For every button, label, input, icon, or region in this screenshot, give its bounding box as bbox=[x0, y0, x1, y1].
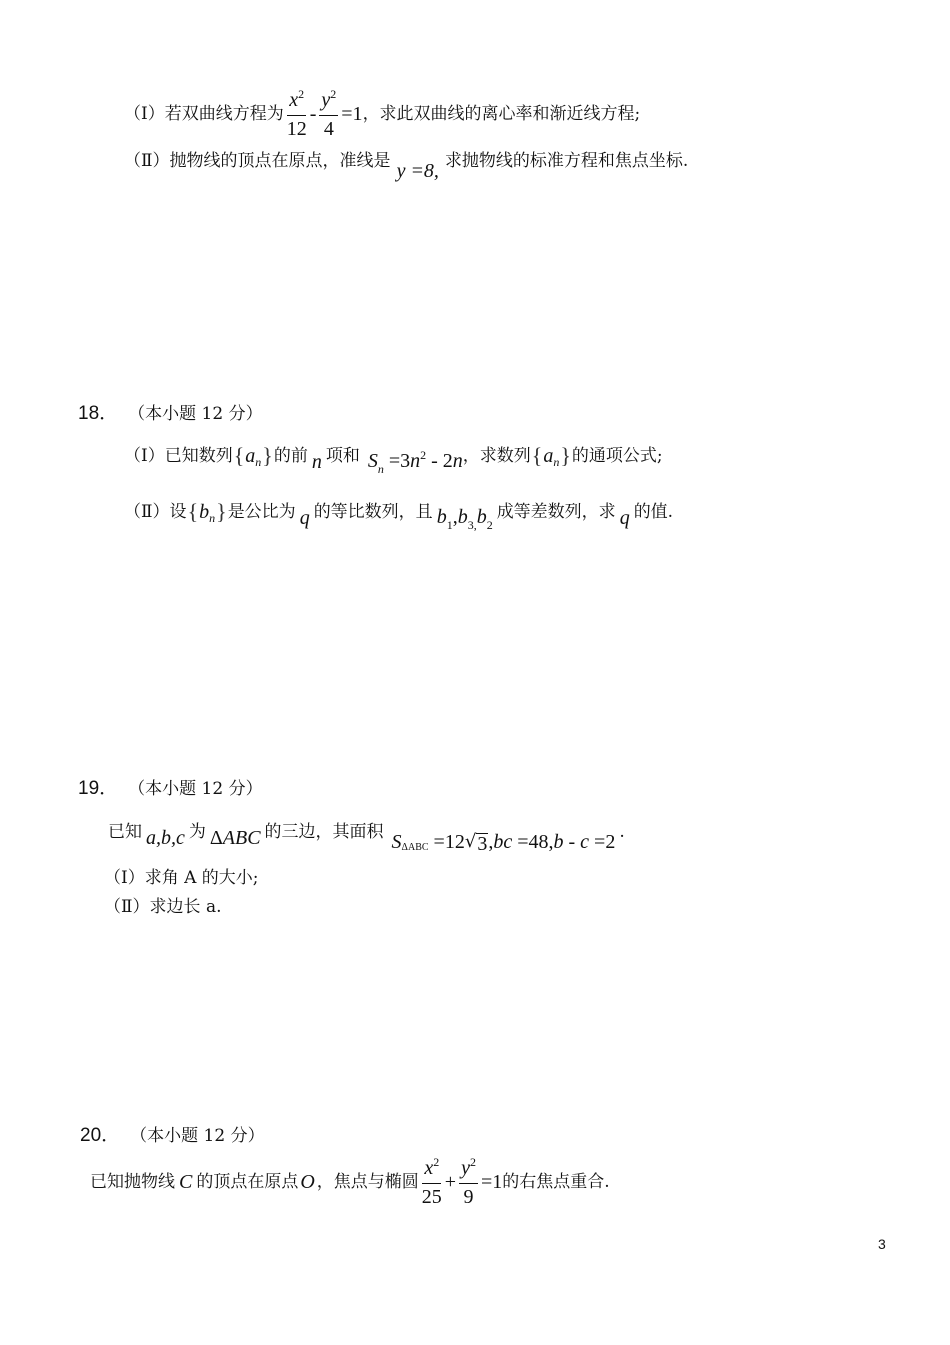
q18-part1-text-a: （Ⅰ）已知数列 bbox=[124, 446, 233, 466]
q18-part1-text-d: ，求数列 bbox=[462, 446, 531, 466]
q20-text-c: ，焦点与椭圆 bbox=[316, 1172, 419, 1192]
q18-part1-text-b: 的前 bbox=[273, 446, 308, 466]
q18-part2-text-b: 是公比为 bbox=[227, 502, 296, 522]
q19-score: （本小题 12 分） bbox=[128, 779, 263, 799]
q19-part2 bbox=[104, 895, 222, 919]
q19-given: 已知 a,b,c 为 ΔABC 的三边，其面积 S ΔABC =12 √ 3 ,bc =48,b - c =2 . bbox=[108, 822, 625, 855]
area-formula: S ΔABC =12 √ 3 ,bc =48,b - c =2 bbox=[391, 831, 616, 855]
q17-part2 bbox=[124, 146, 689, 182]
ellipse-fraction-x: $\frac{x^2}{25}$ bbox=[421, 1154, 442, 1208]
q18-part2-text-e: 的值. bbox=[633, 502, 674, 522]
q18-part2-text-c: 的等比数列，且 bbox=[313, 502, 433, 522]
q20-number: 20． bbox=[80, 1125, 121, 1146]
q19-number: 19． bbox=[78, 778, 119, 799]
q18-number: 18． bbox=[78, 403, 119, 424]
q20-given: 已知抛物线 C 的顶点在原点 O ，焦点与椭圆 $\frac{x^2}{25}$ + $\frac{y^2}{9}$ =1 的右焦点重合. bbox=[90, 1154, 610, 1208]
q19-text-a: 已知 bbox=[108, 822, 142, 842]
q18-part2: （Ⅱ）设 { b n } 是公比为 q 的等比数列，且 $b_1,b_{3,}b_2$ 成等差数列，求 q 的值. bbox=[124, 499, 674, 532]
q20-text-d: 的右焦点重合. bbox=[502, 1172, 610, 1192]
q19-text-b: 为 bbox=[188, 822, 206, 842]
q19-header bbox=[78, 777, 263, 801]
q18-header bbox=[78, 402, 263, 426]
directrix-equation: y =8, bbox=[396, 160, 439, 182]
q17-part1-prefix: （Ⅰ）若双曲线方程为 bbox=[124, 104, 284, 124]
ellipse-fraction-y: $\frac{y^2}{9}$ bbox=[461, 1154, 476, 1208]
q20-score: （本小题 12 分） bbox=[130, 1126, 265, 1146]
q17-part1: （Ⅰ）若双曲线方程为 $\frac{x^2}{12}$ - $\frac{y^2}{4}$ =1 ，求此双曲线的离心率和渐近线方程; bbox=[124, 86, 641, 140]
q17-part2-prefix: （Ⅱ）抛物线的顶点在原点，准线是 bbox=[124, 151, 391, 171]
q17-part1-suffix: ，求此双曲线的离心率和渐近线方程; bbox=[362, 104, 641, 124]
q19-text-c: 的三边，其面积 bbox=[264, 822, 384, 842]
hyperbola-fraction-y: $\frac{y^2}{4}$ bbox=[321, 86, 337, 140]
q18-part2-text-d: 成等差数列，求 bbox=[496, 502, 616, 522]
q18-part2-text-a: （Ⅱ）设 bbox=[124, 502, 187, 522]
q19-part1 bbox=[104, 866, 259, 890]
geometric-terms: $b_1,b_{3,}b_2$ bbox=[436, 506, 493, 532]
q18-part1-text-c: 项和 bbox=[325, 446, 360, 466]
q19-part2-text: （Ⅱ）求边长 a. bbox=[104, 897, 222, 917]
q18-score: （本小题 12 分） bbox=[128, 404, 263, 424]
q20-text-b: 的顶点在原点 bbox=[196, 1172, 299, 1192]
q20-header bbox=[80, 1124, 265, 1148]
q18-part1-text-e: 的通项公式; bbox=[571, 446, 663, 466]
page-number: 3 bbox=[878, 1236, 886, 1252]
hyperbola-fraction-x: $\frac{x^2}{12}$ bbox=[286, 86, 307, 140]
q17-part2-suffix: 求抛物线的标准方程和焦点坐标. bbox=[444, 151, 689, 171]
q18-part1: （Ⅰ）已知数列 { a n } 的前 n 项和 $S_n =3n^2 - 2n$ ，求数列 { a n } 的通项公式; bbox=[124, 443, 663, 476]
q20-text-a: 已知抛物线 bbox=[90, 1172, 175, 1192]
sum-formula: $S_n =3n^2 - 2n$ bbox=[367, 448, 463, 476]
q19-part1-text: （Ⅰ）求角 A 的大小; bbox=[104, 868, 259, 888]
